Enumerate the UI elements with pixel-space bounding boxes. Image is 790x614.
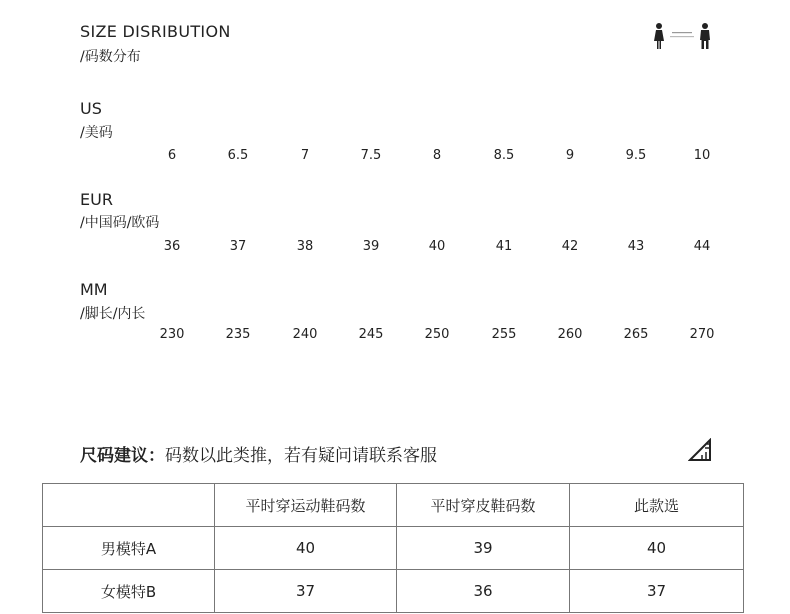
eur-size-row xyxy=(0,239,790,259)
table-header-cell: 此款选 xyxy=(570,484,744,527)
size-cell: 240 xyxy=(292,327,318,342)
eur-label: EUR xyxy=(80,190,113,209)
table-header-cell: 平时穿运动鞋码数 xyxy=(215,484,397,527)
table-row xyxy=(43,570,744,613)
size-cell: 36 xyxy=(163,239,181,254)
page-title: SIZE DISRIBUTION xyxy=(80,22,231,41)
size-cell: 44 xyxy=(693,239,711,254)
table-row-label: 女模特B xyxy=(43,570,215,613)
size-cell: 40 xyxy=(428,239,446,254)
table-header-cell: 平时穿皮鞋码数 xyxy=(397,484,570,527)
size-cell: 6.5 xyxy=(227,148,249,163)
size-cell: 6 xyxy=(167,148,177,163)
size-cell: 8.5 xyxy=(493,148,515,163)
table-cell: 39 xyxy=(397,527,570,570)
size-cell: 9.5 xyxy=(625,148,647,163)
size-cell: 8 xyxy=(432,148,442,163)
table-cell: 40 xyxy=(570,527,744,570)
mm-label: MM xyxy=(80,280,108,299)
size-cell: 7 xyxy=(300,148,310,163)
table-row-label: 男模特A xyxy=(43,527,215,570)
size-advice-label: 尺码建议： xyxy=(80,446,165,466)
table-row xyxy=(43,527,744,570)
size-advice xyxy=(80,441,437,466)
size-cell: 39 xyxy=(362,239,380,254)
size-cell: 270 xyxy=(689,327,715,342)
table-cell: 37 xyxy=(570,570,744,613)
table-cell: 37 xyxy=(215,570,397,613)
size-cell: 42 xyxy=(561,239,579,254)
size-cell: 7.5 xyxy=(360,148,382,163)
mm-size-row xyxy=(0,327,790,347)
size-cell: 265 xyxy=(623,327,649,342)
size-cell: 260 xyxy=(557,327,583,342)
page-subtitle: /码数分布 xyxy=(80,49,141,65)
size-cell: 235 xyxy=(225,327,251,342)
size-cell: 10 xyxy=(693,148,711,163)
size-cell: 43 xyxy=(627,239,645,254)
size-cell: 230 xyxy=(159,327,185,342)
size-cell: 41 xyxy=(495,239,513,254)
us-label: US xyxy=(80,99,102,118)
size-advice-text: 码数以此类推，若有疑问请联系客服 xyxy=(165,446,437,466)
size-cell: 37 xyxy=(229,239,247,254)
size-recommendation-table xyxy=(42,483,744,613)
eur-sublabel: /中国码/欧码 xyxy=(80,215,160,231)
size-cell: 255 xyxy=(491,327,517,342)
size-cell: 9 xyxy=(565,148,575,163)
people-icon xyxy=(650,22,714,50)
table-cell: 40 xyxy=(215,527,397,570)
table-header-row xyxy=(43,484,744,527)
table-header-cell xyxy=(43,484,215,527)
size-cell: 38 xyxy=(296,239,314,254)
us-sublabel: /美码 xyxy=(80,125,113,141)
size-cell: 250 xyxy=(424,327,450,342)
us-size-row xyxy=(0,148,790,168)
ruler-icon xyxy=(688,438,714,462)
table-cell: 36 xyxy=(397,570,570,613)
mm-sublabel: /脚长/内长 xyxy=(80,306,146,322)
size-cell: 245 xyxy=(358,327,384,342)
